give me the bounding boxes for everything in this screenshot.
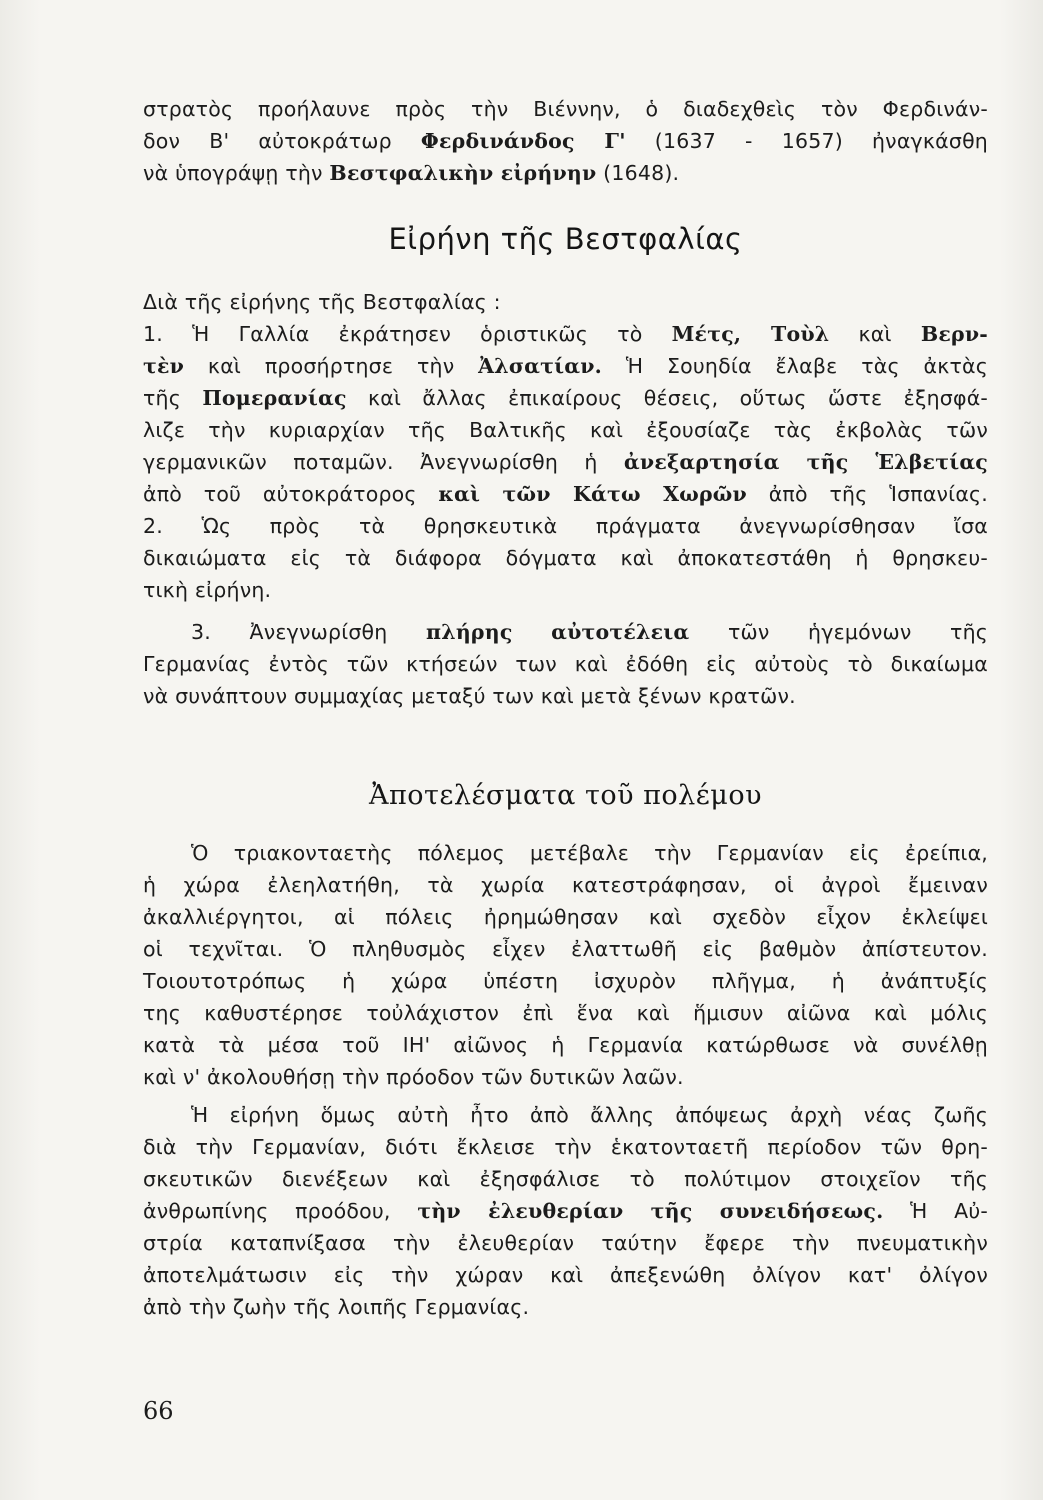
text-line: ἀκαλλιέργητοι, αἱ πόλεις ἠρημώθησαν καὶ σχεδὸν εἶχον ἐκλείψει <box>143 905 988 929</box>
bold-term: πλήρης <box>426 620 513 644</box>
bold-term: τὲν <box>143 354 185 378</box>
text-line: τὲν καὶ προσήρτησε τὴν Ἀλσατίαν. Ἡ Σουηδία ἔλαβε τὰς ἀκτὰς <box>143 354 988 378</box>
text-line: γερμανικῶν ποταμῶν. Ἀνεγνωρίσθη ἡ ἀνεξαρτησία τῆς Ἑλβετίας <box>143 450 988 474</box>
bold-term: τὴν ἐλευθερίαν τῆς συνειδήσεως. <box>417 1199 884 1223</box>
text-line: στρατὸς προήλαυνε πρὸς τὴν Βιέννην, ὁ διαδεχθεὶς τὸν Φερδινάν- <box>143 97 988 121</box>
text-line: ἀποτελμάτωσιν εἰς τὴν χώραν καὶ ἀπεξενώθη ὀλίγον κατ' ὀλίγον <box>143 1263 988 1287</box>
text-line: Ὁ τριακονταετὴς πόλεμος μετέβαλε τὴν Γερμανίαν εἰς ἐρείπια, <box>191 841 988 865</box>
text-line: ἀνθρωπίνης προόδου, τὴν ἐλευθερίαν τῆς συνειδήσεως. Ἡ Αὐ- <box>143 1199 988 1223</box>
text-line: Τοιουτοτρόπως ἡ χώρα ὑπέστη ἰσχυρὸν πλῆγμα, ἡ ἀνάπτυξίς <box>143 969 988 993</box>
intro-paragraph <box>143 93 988 189</box>
text-line: τῆς Πομερανίας καὶ ἄλλας ἐπικαίρους θέσεις, οὕτως ὥστε ἐξησφά- <box>143 386 989 410</box>
bold-term: Ἀλσατίαν. <box>478 354 602 378</box>
text-line: καὶ ν' ἀκολουθήσῃ τὴν πρόοδον τῶν δυτικῶν λαῶν. <box>143 1065 684 1089</box>
text-line: ἡ χώρα ἐλεηλατήθη, τὰ χωρία κατεστράφησαν, οἱ ἀγροὶ ἔμειναν <box>143 873 988 897</box>
section-westphalia-body <box>143 286 988 712</box>
text-line: στρία καταπνίξασα τὴν ἐλευθερίαν ταύτην ἔφερε τὴν πνευματικὴν <box>143 1231 988 1255</box>
text-line: ἀπὸ τοῦ αὐτοκράτορος καὶ τῶν Κάτω Χωρῶν ἀπὸ τῆς Ἱσπανίας. <box>143 482 988 506</box>
section-heading: Εἰρήνη τῆς Βεστφαλίας <box>388 222 743 256</box>
text-line: 3. Ἀνεγνωρίσθη πλήρης αὐτοτέλεια τῶν ἡγεμόνων τῆς <box>191 620 989 644</box>
text-line: της καθυστέρησε τοὐλάχιστον ἐπὶ ἕνα καὶ ἥμισυν αἰῶνα καὶ μόλις <box>143 1001 988 1025</box>
page-number: 66 <box>143 1397 174 1425</box>
text-line: δικαιώματα εἰς τὰ διάφορα δόγματα καὶ ἀποκατεστάθη ἡ θρησκευ- <box>143 546 988 570</box>
bold-term: Πομερανίας <box>202 386 347 410</box>
section-consequences-body <box>143 837 988 1323</box>
text-line: νὰ ὑπογράψῃ τὴν Βεστφαλικὴν εἰρήνην (1648). <box>143 161 680 185</box>
text-line: τικὴ εἰρήνη. <box>143 578 272 602</box>
text-line: κατὰ τὰ μέσα τοῦ ΙΗ' αἰῶνος ἡ Γερμανία κατώρθωσε νὰ συνέλθῃ <box>143 1033 988 1057</box>
text-line: ἀπὸ τὴν ζωὴν τῆς λοιπῆς Γερμανίας. <box>143 1295 530 1319</box>
text-line: Ἡ εἰρήνη ὅμως αὐτὴ ἦτο ἀπὸ ἄλλης ἀπόψεως ἀρχὴ νέας ζωῆς <box>191 1103 988 1127</box>
text-line: Διὰ τῆς εἰρήνης τῆς Βεστφαλίας : <box>143 290 501 314</box>
text-line: οἱ τεχνῖται. Ὁ πληθυσμὸς εἶχεν ἐλαττωθῆ εἰς βαθμὸν ἀπίστευτον. <box>143 937 988 961</box>
bold-term: Μέτς, Τοὺλ <box>671 322 830 346</box>
text-line: σκευτικῶν διενέξεων καὶ ἐξησφάλισε τὸ πολύτιμον στοιχεῖον τῆς <box>143 1167 988 1191</box>
bold-term: Βερν- <box>920 322 988 346</box>
text-line: 2. Ὡς πρὸς τὰ θρησκευτικὰ πράγματα ἀνεγνωρίσθησαν ἴσα <box>143 514 988 538</box>
text-line: νὰ συνάπτουν συμμαχίας μεταξύ των καὶ μετὰ ξένων κρατῶν. <box>143 684 796 708</box>
bold-term: Βεστφαλικὴν εἰρήνην <box>329 161 597 185</box>
bold-term: καὶ τῶν Κάτω Χωρῶν <box>438 482 747 506</box>
section-heading: Ἀποτελέσματα τοῦ πολέμου <box>369 780 762 811</box>
text-line: δον Β' αὐτοκράτωρ Φερδινάνδος Γ' (1637 - 1657) ἠναγκάσθη <box>143 129 988 153</box>
bold-term: ἀνεξαρτησία τῆς Ἑλβετίας <box>623 450 988 474</box>
text-line: λιζε τὴν κυριαρχίαν τῆς Βαλτικῆς καὶ ἐξουσίαζε τὰς ἐκβολὰς τῶν <box>143 418 988 442</box>
text-line: διὰ τὴν Γερμανίαν, διότι ἔκλεισε τὴν ἑκατονταετῆ περίοδον τῶν θρη- <box>143 1135 988 1159</box>
bold-term: Φερδινάνδος Γ' <box>420 129 626 153</box>
text-line: 1. Ἡ Γαλλία ἐκράτησεν ὁριστικῶς τὸ Μέτς, Τοὺλ καὶ Βερν- <box>143 322 988 346</box>
text-line: Γερμανίας ἐντὸς τῶν κτήσεών των καὶ ἐδόθη εἰς αὐτοὺς τὸ δικαίωμα <box>143 652 988 676</box>
bold-term: αὐτοτέλεια <box>551 620 690 644</box>
